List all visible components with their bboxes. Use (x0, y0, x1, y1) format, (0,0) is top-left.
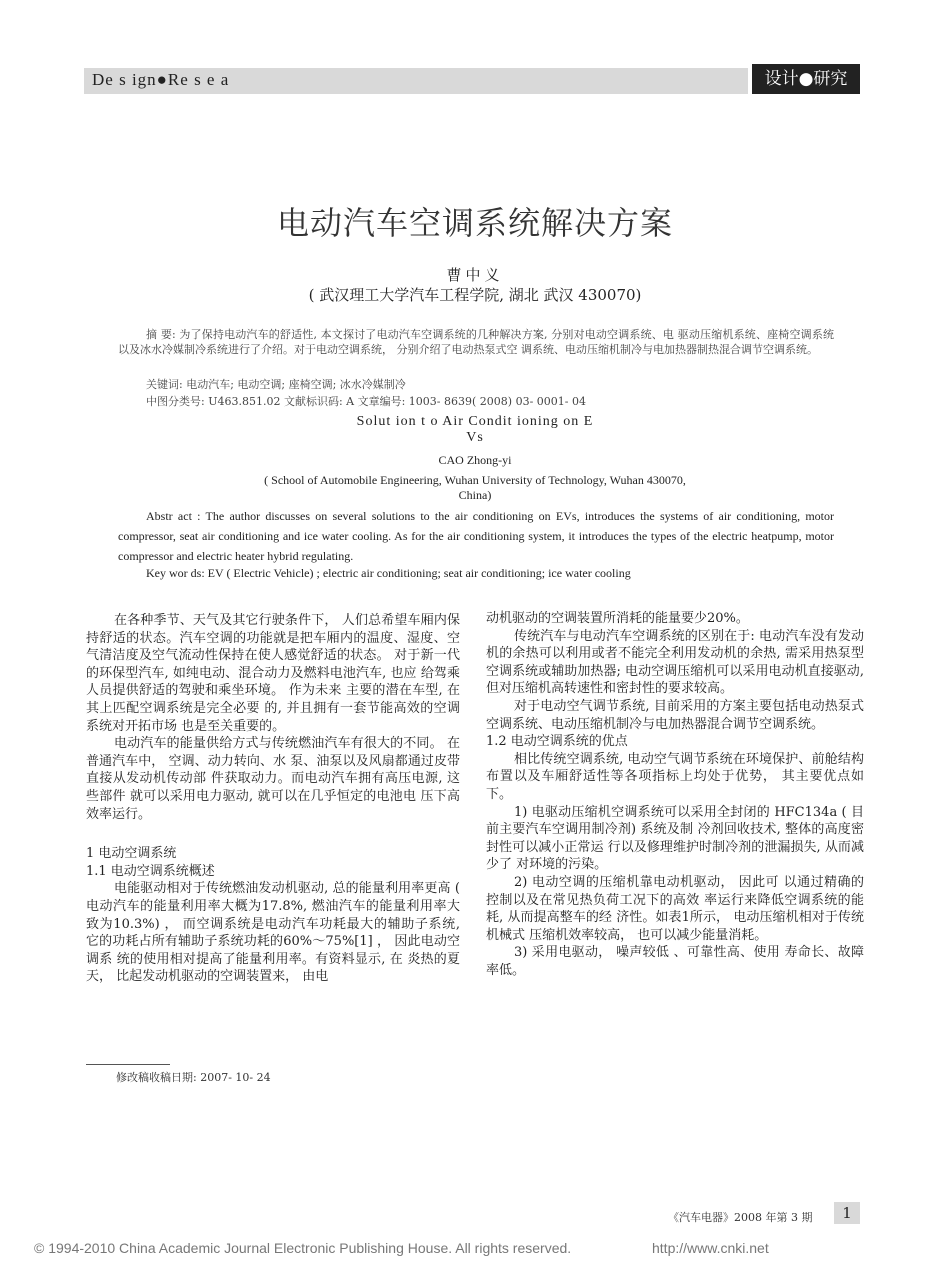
paragraph: 相比传统空调系统, 电动空气调节系统在环境保护、前舱结构布置以及车厢舒适性等各项指标上均处于优势， 其主要优点如下。 (486, 751, 864, 802)
list-item: 3) 采用电驱动， 噪声较低 、可靠性高、使用 寿命长、故障率低。 (486, 945, 864, 978)
paragraph: 电动汽车的能量供给方式与传统燃油汽车有很大的不同。 在普通汽车中， 空调、动力转向、水 泵、油泵以及风扇都通过皮带直接从发动机传动部 件获取动力。而电动汽车拥有高压电源, 这些部件 就可以采用电力驱动, 就可以在几乎恒定的电池电 压下高效率运行。 (86, 736, 460, 822)
website-url: http://www.cnki.net (652, 1240, 769, 1256)
list-item: 2) 电动空调的压缩机靠电动机驱动， 因此可 以通过精确的控制以及在常见热负荷工况下的高效 率运行来降低空调系统的能耗, 从而提高整车的经 济性。如表1所示， 电动压缩机相对于传统机械式 压缩机效率较高， 也可以减少能量消耗。 (486, 874, 864, 943)
affiliation-en-line2: China) (458, 488, 492, 502)
subsection-heading: 1.2 电动空调系统的优点 (486, 734, 628, 750)
paragraph: 在各种季节、天气及其它行驶条件下， 人们总希望车厢内保持舒适的状态。汽车空调的功能就是把车厢内的温度、湿度、空气清洁度及空气流动性保持在使人感觉舒适的状态。 对于新一代的环保型汽车, 如纯电动、混合动力及燃料电池汽车, 也应 给驾乘人员提供舒适的驾驶和乘坐环境。 作为未来 主要的潜在车型, 在其上匹配空调系统是完全必要 的, 并且拥有一套节能高效的空调系统对开拓市场 也是至关重要的。 (86, 613, 460, 734)
subsection-heading: 1.1 电动空调系统概述 (86, 863, 215, 879)
paragraph: 传统汽车与电动汽车空调系统的区别在于: 电动汽车没有发动机的余热可以利用或者不能完全利用发动机的余热, 需采用热泵型空调系统或辅助加热器; 电动空调压缩机可以采用电动机直接驱动, 但对压缩机高转速性和密封性的要求较高。 (486, 628, 864, 697)
footnote-received-date: 修改稿收稿日期: 2007- 10- 24 (116, 1071, 271, 1084)
author-affiliation: ( 武汉理工大学汽车工程学院, 湖北 武汉 430070) (308, 286, 642, 304)
header-section-cn: 设计●研究 (752, 64, 860, 94)
list-item: 1) 电驱动压缩机空调系统可以采用全封闭的 HFC134a ( 目前主要汽车空调用制冷剂) 系统及制 冷剂回收技术, 整体的高度密封性可以减小正常运 行以及修理维护时制冷剂的泄漏损失, 从而减少了 对环境的污染。 (486, 804, 864, 873)
keywords-en: Key wor ds: EV ( Electric Vehicle) ; electric air conditioning; seat air conditioning; ice water cooling (146, 566, 631, 580)
section-heading: 1 电动空调系统 (86, 846, 177, 862)
header-section-en: De s ign●Re s e a (92, 70, 230, 89)
keywords-cn: 关键词: 电动汽车; 电动空调; 座椅空调; 冰水冷媒制冷 (146, 378, 406, 391)
abstract-en: Abstr act : The author discusses on several solutions to the air conditioning on EVs, introduces the systems of air conditioning, motor compressor, seat air conditioning and ice water cooling. As for the air conditioning system, it introduces the types of the electric heatpump, motor compressor and electric heater hybrid regulating. (118, 509, 834, 563)
footnote-divider (86, 1064, 170, 1065)
journal-issue: 《汽车电器》2008 年第 3 期 (668, 1211, 813, 1224)
author-name-en: CAO Zhong-yi (438, 453, 512, 467)
classification-cn: 中图分类号: U463.851.02 文献标识码: A 文章编号: 1003- 8639( 2008) 03- 0001- 04 (146, 395, 586, 408)
paragraph: 动机驱动的空调装置所消耗的能量要少20%。 (486, 611, 749, 626)
paragraph: 电能驱动相对于传统燃油发动机驱动, 总的能量利用率更高 ( 电动汽车的能量利用率大概为17.8%, 燃油汽车的能量利用率大致为10.3%) ， 而空调系统是电动汽车功耗最大的辅助子系统, 它的功耗占所有辅助子系统功耗的60%～75%[1] ， 因此电动空调系 统的使用相对提高了能量利用率。有资料显示, 在 炎热的夏天， 比起发动机驱动的空调装置来， 由电 (86, 881, 460, 985)
author-name: 曹中义 (446, 266, 504, 284)
paper-title-en-line1: Solut ion t o Air Condit ioning on E (356, 414, 594, 429)
paragraph: 对于电动空气调节系统, 目前采用的方案主要包括电动热泵式空调系统、电动压缩机制冷与电加热器混合调节空调系统。 (486, 698, 864, 732)
body-right-column (486, 610, 864, 979)
body-left-column (86, 612, 460, 986)
paper-title: 电动汽车空调系统解决方案 (276, 204, 673, 242)
author-affiliation-en (0, 473, 950, 503)
abstract-cn: 摘 要: 为了保持电动汽车的舒适性, 本文探讨了电动汽车空调系统的几种解决方案, 分别对电动空调系统、电 驱动压缩机系统、座椅空调系统以及冰水冷媒制冷系统进行了介绍。对于电动空调系统， 分别介绍了电动热泵式空 调系统、电动压缩机制冷与电加热器制热混合调节空调系统。 (118, 328, 834, 356)
affiliation-en-line1: ( School of Automobile Engineering, Wuhan University of Technology, Wuhan 430070, (264, 473, 686, 487)
paper-title-en (0, 414, 950, 446)
paper-title-en-line2: Vs (466, 430, 484, 445)
page-number: 1 (834, 1202, 860, 1224)
copyright-notice: © 1994-2010 China Academic Journal Electronic Publishing House. All rights reserved. (34, 1240, 572, 1256)
